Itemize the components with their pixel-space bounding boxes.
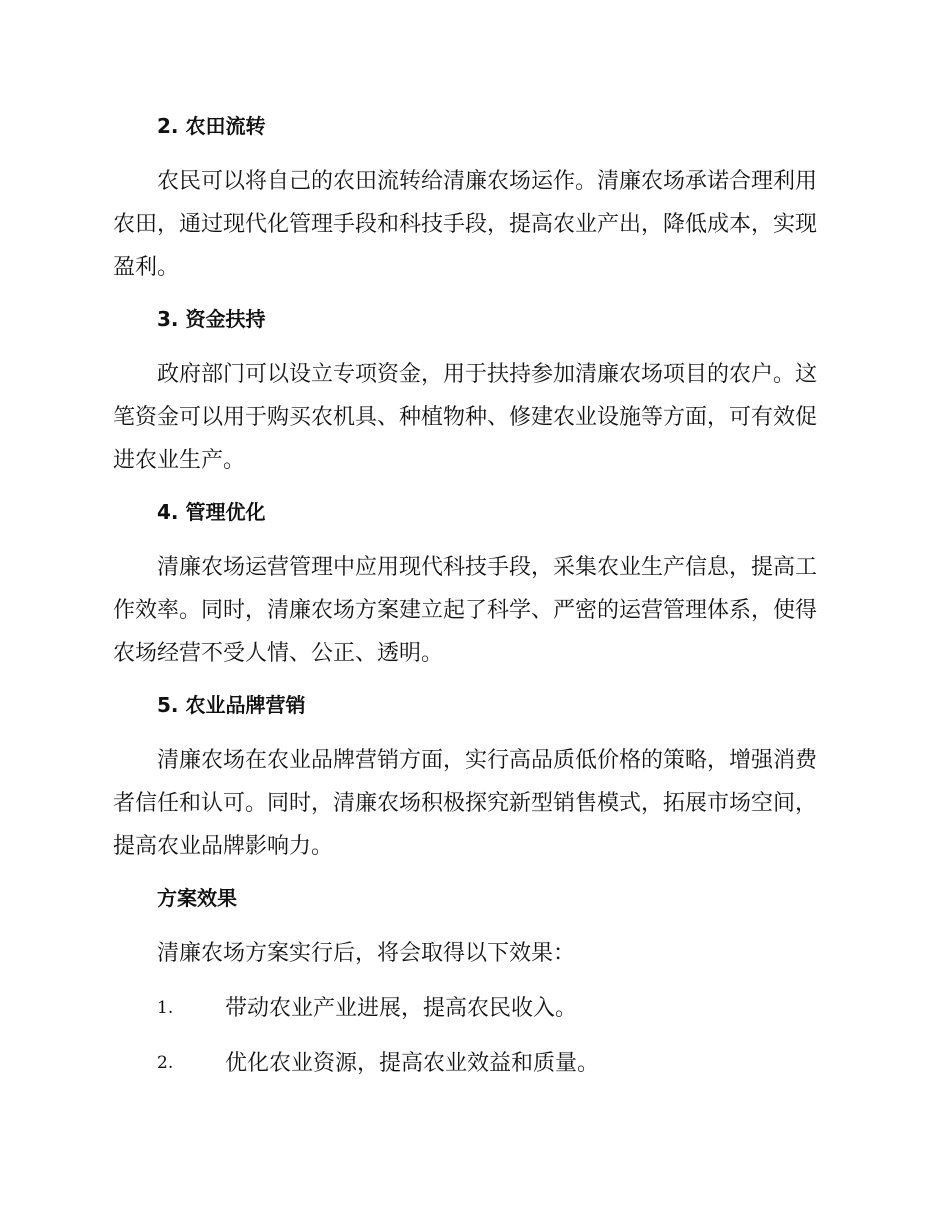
- list-item-number: 2.: [157, 1053, 174, 1073]
- section-plan-effects: [113, 884, 829, 1085]
- section-farmland-transfer: [113, 112, 829, 289]
- list-item-text: 带动农业产业进展，提高农民收入。: [225, 996, 578, 1021]
- section-heading: 5. 农业品牌营销: [157, 693, 306, 717]
- section-heading: 3. 资金扶持: [157, 307, 266, 331]
- section-brand-marketing: [113, 691, 829, 868]
- section-paragraph: 清廉农场在农业品牌营销方面，实行高品质低价格的策略，增强消费者信任和认可。同时，清廉农场积极探究新型销售模式，拓展市场空间，提高农业品牌影响力。: [113, 748, 818, 859]
- effects-list: [113, 987, 829, 1085]
- list-item-number: 1.: [157, 998, 174, 1018]
- section-heading: 方案效果: [157, 886, 237, 910]
- effects-intro: 清廉农场方案实行后，将会取得以下效果：: [157, 941, 576, 966]
- list-item: [113, 1042, 829, 1085]
- section-funding-support: [113, 305, 829, 482]
- document-content: [113, 112, 829, 1097]
- list-item-text: 优化农业资源，提高农业效益和质量。: [225, 1051, 600, 1076]
- section-heading: 4. 管理优化: [157, 500, 266, 524]
- section-management-optimization: [113, 498, 829, 675]
- section-paragraph: 政府部门可以设立专项资金，用于扶持参加清廉农场项目的农户。这笔资金可以用于购买农机具、种植物种、修建农业设施等方面，可有效促进农业生产。: [113, 362, 818, 473]
- section-heading: 2. 农田流转: [157, 114, 266, 138]
- list-item: [113, 987, 829, 1030]
- section-paragraph: 农民可以将自己的农田流转给清廉农场运作。清廉农场承诺合理利用农田，通过现代化管理手段和科技手段，提高农业产出，降低成本，实现盈利。: [113, 169, 818, 280]
- section-paragraph: 清廉农场运营管理中应用现代科技手段，采集农业生产信息，提高工作效率。同时，清廉农场方案建立起了科学、严密的运营管理体系，使得农场经营不受人情、公正、透明。: [113, 555, 818, 666]
